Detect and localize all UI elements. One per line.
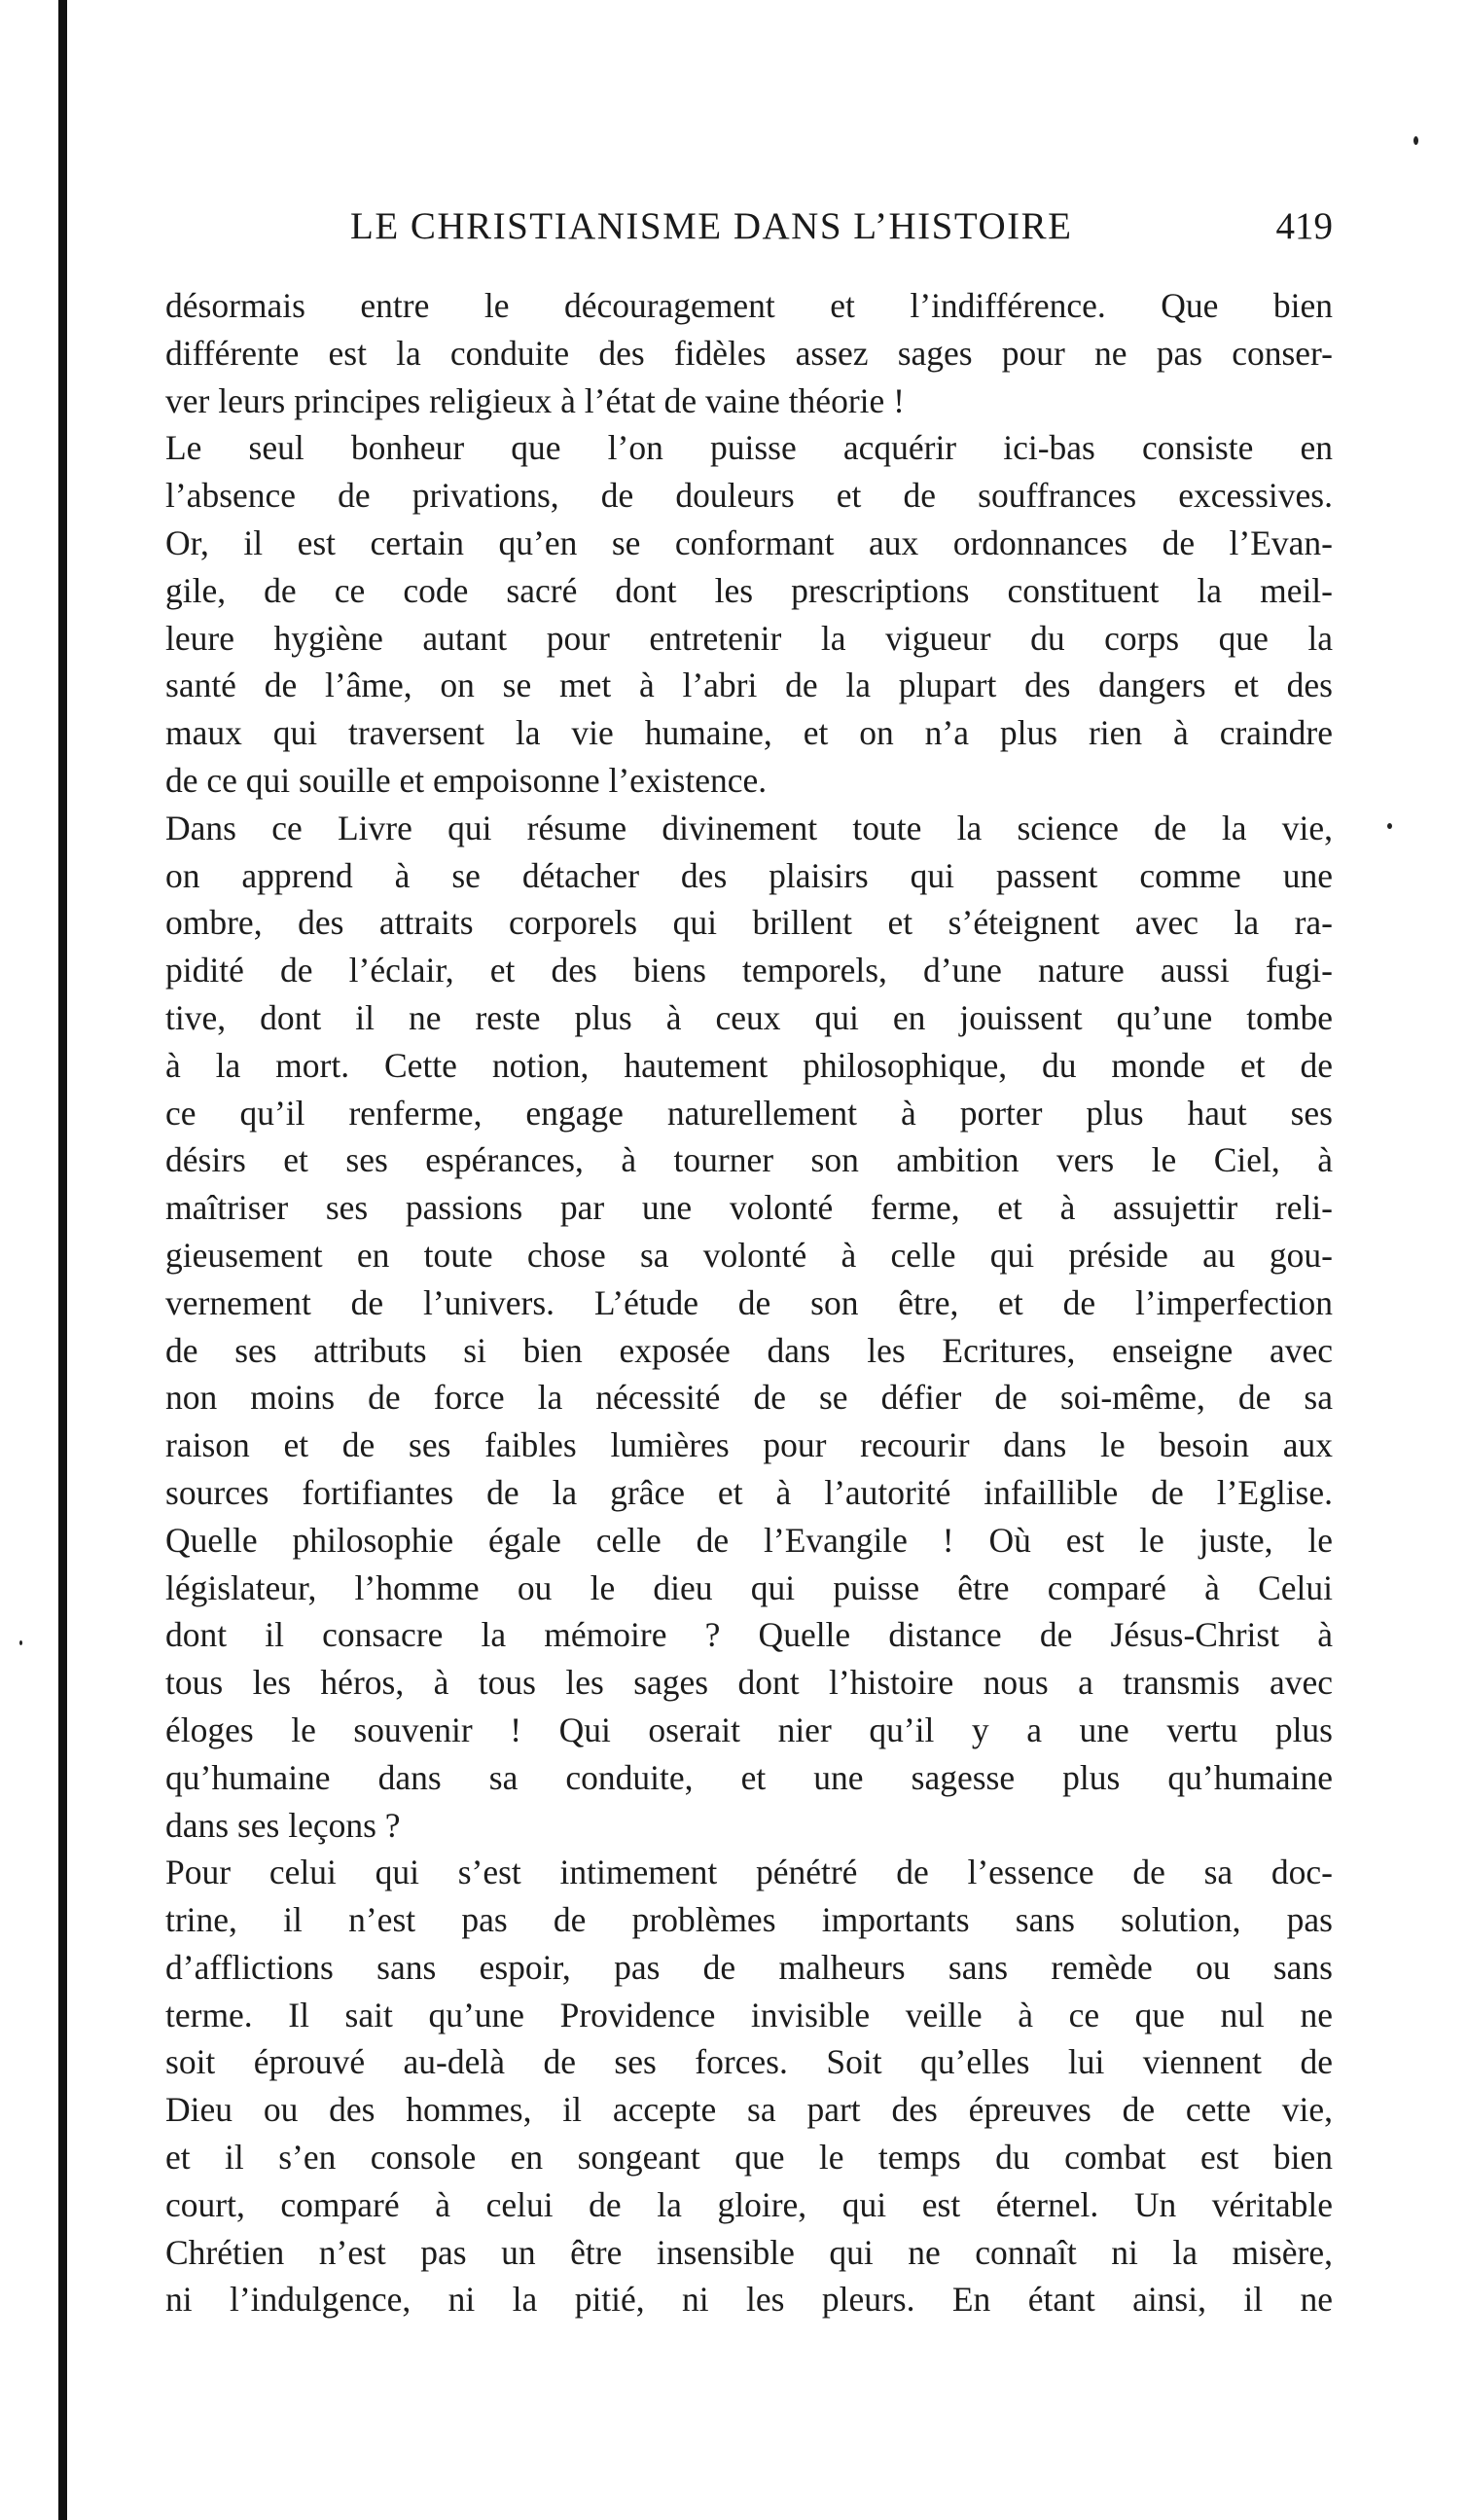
text-line: dans ses leçons ? <box>165 1805 401 1845</box>
text-line: qu’humaine dans sa conduite, et une sagesse plus qu’humaine <box>165 1757 1333 1797</box>
text-line: éloges le souvenir ! Qui oserait nier qu’il y a une vertu plus <box>165 1710 1333 1749</box>
text-line: Pour celui qui s’est intimement pénétré de l’essence de sa doc- <box>165 1853 1333 1892</box>
text-line: santé de l’âme, on se met à l’abri de la plupart des dangers et des <box>165 666 1333 705</box>
text-line: de ce qui souille et empoisonne l’existence. <box>165 760 768 800</box>
text-line: trine, il n’est pas de problèmes importants sans solution, pas <box>165 1900 1333 1940</box>
text-line: tive, dont il ne reste plus à ceux qui en jouissent qu’une tombe <box>165 997 1333 1037</box>
text-line: terme. Il sait qu’une Providence invisible veille à ce que nul ne <box>165 1995 1333 2034</box>
text-line: on apprend à se détacher des plaisirs qui passent comme une <box>165 855 1333 895</box>
text-line: court, comparé à celui de la gloire, qui est éternel. Un véritable <box>165 2184 1333 2224</box>
text-line: Le seul bonheur que l’on puisse acquérir ici-bas consiste en <box>165 428 1333 468</box>
text-line: différente est la conduite des fidèles assez sages pour ne pas conser- <box>165 333 1333 373</box>
margin-speck <box>1413 136 1418 145</box>
text-line: gile, de ce code sacré dont les prescriptions constituent la meil- <box>165 570 1333 610</box>
text-line: raison et de ses faibles lumières pour recourir dans le besoin aux <box>165 1425 1333 1465</box>
text-line: Or, il est certain qu’en se conformant aux ordonnances de l’Evan- <box>165 522 1333 562</box>
text-line: pidité de l’éclair, et des biens temporels, d’une nature aussi fugi- <box>165 951 1333 990</box>
text-line: tous les héros, à tous les sages dont l’histoire nous a transmis avec <box>165 1663 1333 1703</box>
running-title: LE CHRISTIANISME DANS L’HISTOIRE <box>350 205 1073 247</box>
text-line: de ses attributs si bien exposée dans les Ecritures, enseigne avec <box>165 1330 1333 1370</box>
text-line: sources fortifiantes de la grâce et à l’autorité infaillible de l’Eglise. <box>165 1472 1333 1512</box>
running-head <box>165 204 1333 263</box>
text-line: Dans ce Livre qui résume divinement toute la science de la vie, <box>165 808 1333 847</box>
text-line: ni l’indulgence, ni la pitié, ni les pleurs. En étant ainsi, il ne <box>165 2280 1333 2320</box>
text-line: leure hygiène autant pour entretenir la vigueur du corps que la <box>165 618 1333 658</box>
text-line: et il s’en console en songeant que le temps du combat est bien <box>165 2138 1333 2178</box>
text-line: maîtriser ses passions par une volonté ferme, et à assujettir reli- <box>165 1188 1333 1228</box>
page-binding-edge <box>58 0 67 2520</box>
text-line: gieusement en toute chose sa volonté à celle qui préside au gou- <box>165 1235 1333 1275</box>
margin-speck <box>19 1640 22 1645</box>
text-line: vernement de l’univers. L’étude de son être, et de l’imperfection <box>165 1282 1333 1322</box>
text-line: Dieu ou des hommes, il accepte sa part des épreuves de cette vie, <box>165 2090 1333 2130</box>
text-line: à la mort. Cette notion, hautement philosophique, du monde et de <box>165 1045 1333 1085</box>
text-line: ombre, des attraits corporels qui brillent et s’éteignent avec la ra- <box>165 903 1333 943</box>
text-line: désormais entre le découragement et l’indifférence. Que bien <box>165 286 1333 325</box>
book-page <box>165 204 1333 2323</box>
text-line: Quelle philosophie égale celle de l’Evangile ! Où est le juste, le <box>165 1520 1333 1560</box>
text-line: désirs et ses espérances, à tourner son ambition vers le Ciel, à <box>165 1140 1333 1180</box>
text-line: ver leurs principes religieux à l’état de vaine théorie ! <box>165 380 905 420</box>
text-line: Chrétien n’est pas un être insensible qui ne connaît ni la misère, <box>165 2232 1333 2272</box>
text-line: ce qu’il renferme, engage naturellement à porter plus haut ses <box>165 1093 1333 1133</box>
text-line: soit éprouvé au-delà de ses forces. Soit qu’elles lui viennent de <box>165 2042 1333 2082</box>
text-line: non moins de force la nécessité de se défier de soi-même, de sa <box>165 1378 1333 1418</box>
text-line: dont il consacre la mémoire ? Quelle distance de Jésus-Christ à <box>165 1615 1333 1655</box>
margin-speck <box>1387 823 1392 829</box>
text-line: maux qui traversent la vie humaine, et on n’a plus rien à craindre <box>165 713 1333 753</box>
text-line: l’absence de privations, de douleurs et de souffrances excessives. <box>165 476 1333 516</box>
text-line: législateur, l’homme ou le dieu qui puisse être comparé à Celui <box>165 1567 1333 1607</box>
body-text <box>165 282 1333 2323</box>
page-number: 419 <box>1275 205 1333 247</box>
text-line: d’afflictions sans espoir, pas de malheurs sans remède ou sans <box>165 1947 1333 1987</box>
